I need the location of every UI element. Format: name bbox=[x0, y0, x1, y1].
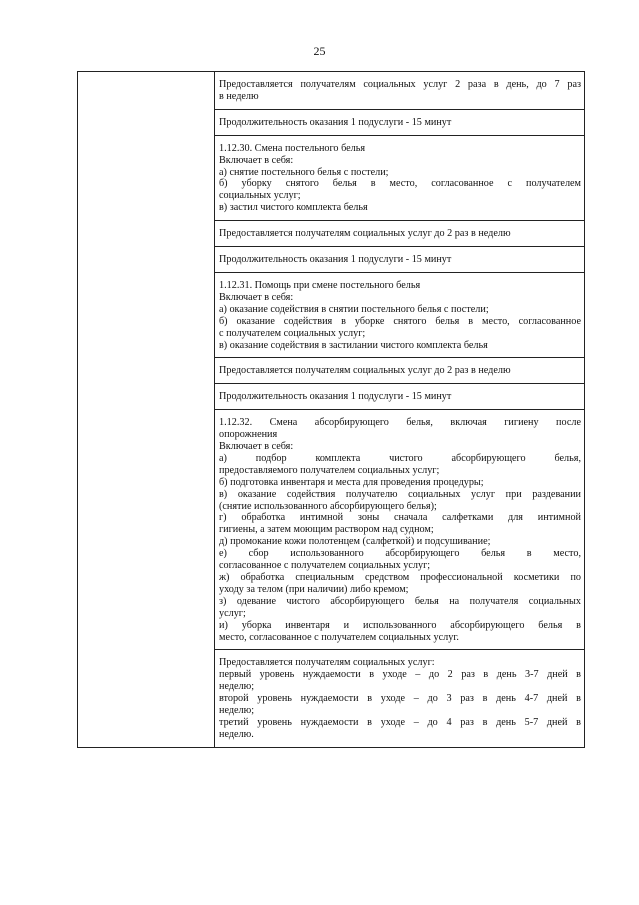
text-line: неделю. bbox=[219, 728, 254, 740]
table-cell-description bbox=[215, 72, 585, 110]
text-line: е) сбор использованного абсорбирующего белья в место, bbox=[219, 548, 581, 560]
text-line: а) оказание содействия в снятии постельного белья с постели; bbox=[219, 303, 489, 315]
text-line: а) подбор комплекта чистого абсорбирующего белья, bbox=[219, 452, 581, 464]
text-line: первый уровень нуждаемости в уходе – до 2 раз в день 3-7 дней в bbox=[219, 669, 581, 681]
text-line: 1.12.31. Помощь при смене постельного белья bbox=[219, 279, 421, 291]
text-line: Предоставляется получателям социальных услуг до 2 раз в неделю bbox=[219, 365, 511, 377]
text-line: 1.12.30. Смена постельного белья bbox=[219, 142, 366, 154]
table-cell-description bbox=[215, 247, 585, 273]
text-line: Предоставляется получателям социальных услуг: bbox=[219, 657, 435, 669]
table-cell-description bbox=[215, 650, 585, 747]
text-line: Включает в себя: bbox=[219, 291, 294, 303]
text-line: в) застил чистого комплекта белья bbox=[219, 202, 368, 214]
cell-text bbox=[219, 280, 581, 351]
table-row bbox=[78, 72, 585, 110]
text-line: Предоставляется получателям социальных услуг до 2 раз в неделю bbox=[219, 228, 511, 240]
table-cell-description bbox=[215, 358, 585, 384]
table-body bbox=[78, 72, 585, 748]
text-line: неделю; bbox=[219, 705, 255, 717]
text-line: место, согласованное с получателем социальных услуг. bbox=[219, 631, 459, 643]
table-cell-description bbox=[215, 272, 585, 357]
text-line: Продолжительность оказания 1 подуслуги - 15 минут bbox=[219, 254, 452, 266]
text-line: уходу за телом (при наличии) либо кремом; bbox=[219, 583, 409, 595]
cell-text bbox=[219, 254, 581, 266]
cell-text bbox=[219, 228, 581, 240]
text-line: ж) обработка специальным средством профессиональной косметики по bbox=[219, 572, 581, 583]
cell-text bbox=[219, 365, 581, 377]
page-number: 25 bbox=[313, 44, 326, 58]
text-line: 1.12.32. Смена абсорбирующего белья, включая гигиену после bbox=[219, 417, 581, 429]
text-line: гигиены, а затем моющим раствором над судном; bbox=[219, 524, 434, 536]
text-line: Включает в себя: bbox=[219, 154, 294, 166]
text-line: Продолжительность оказания 1 подуслуги - 15 минут bbox=[219, 391, 452, 403]
cell-text bbox=[219, 417, 581, 643]
cell-text bbox=[219, 143, 581, 214]
cell-text bbox=[219, 117, 581, 129]
table-cell-description bbox=[215, 410, 585, 650]
text-line: (снятие использованного абсорбирующего белья); bbox=[219, 500, 437, 512]
text-line: согласованное с получателем социальных услуг; bbox=[219, 560, 431, 572]
text-line: предоставляемого получателем социальных услуг; bbox=[219, 464, 440, 476]
text-line: а) снятие постельного белья с постели; bbox=[219, 166, 389, 178]
table-cell-description bbox=[215, 384, 585, 410]
text-line: неделю; bbox=[219, 681, 255, 693]
text-line: Включает в себя: bbox=[219, 441, 294, 453]
text-line: в) оказание содействия в застилании чистого комплекта белья bbox=[219, 339, 488, 351]
text-line: опорожнения bbox=[219, 429, 278, 441]
text-line: социальных услуг; bbox=[219, 190, 301, 202]
text-line: з) одевание чистого абсорбирующего белья на получателя социальных bbox=[219, 595, 581, 607]
cell-text bbox=[219, 657, 581, 740]
text-line: Продолжительность оказания 1 подуслуги - 15 минут bbox=[219, 116, 452, 128]
text-line: третий уровень нуждаемости в уходе – до 4 раз в день 5-7 дней в bbox=[219, 716, 581, 728]
text-line: второй уровень нуждаемости в уходе – до 3 раз в день 4-7 дней в bbox=[219, 693, 581, 705]
left-empty-column bbox=[78, 72, 215, 748]
table-cell-description bbox=[215, 135, 585, 220]
text-line: б) уборку снятого белья в место, согласованное с получателем bbox=[219, 178, 581, 190]
text-line: г) обработка интимной зоны сначала салфетками для интимной bbox=[219, 512, 581, 524]
text-line: и) уборка инвентаря и использованного абсорбирующего белья в bbox=[219, 619, 581, 631]
text-line: Предоставляется получателям социальных услуг 2 раза в день, до 7 раз bbox=[219, 79, 581, 90]
text-line: б) подготовка инвентаря и места для проведения процедуры; bbox=[219, 476, 484, 488]
text-line: в) оказание содействия получателю социальных услуг при раздевании bbox=[219, 488, 581, 500]
table-cell-description bbox=[215, 109, 585, 135]
text-line: в неделю bbox=[219, 90, 259, 102]
cell-text bbox=[219, 79, 581, 103]
cell-text bbox=[219, 391, 581, 403]
text-line: услуг; bbox=[219, 607, 246, 619]
services-table bbox=[77, 71, 585, 748]
table-cell-description bbox=[215, 221, 585, 247]
text-line: д) промокание кожи полотенцем (салфеткой) и подсушивание; bbox=[219, 536, 491, 548]
text-line: б) оказание содействия в уборке снятого белья в место, согласованное bbox=[219, 315, 581, 327]
text-line: с получателем социальных услуг; bbox=[219, 327, 366, 339]
